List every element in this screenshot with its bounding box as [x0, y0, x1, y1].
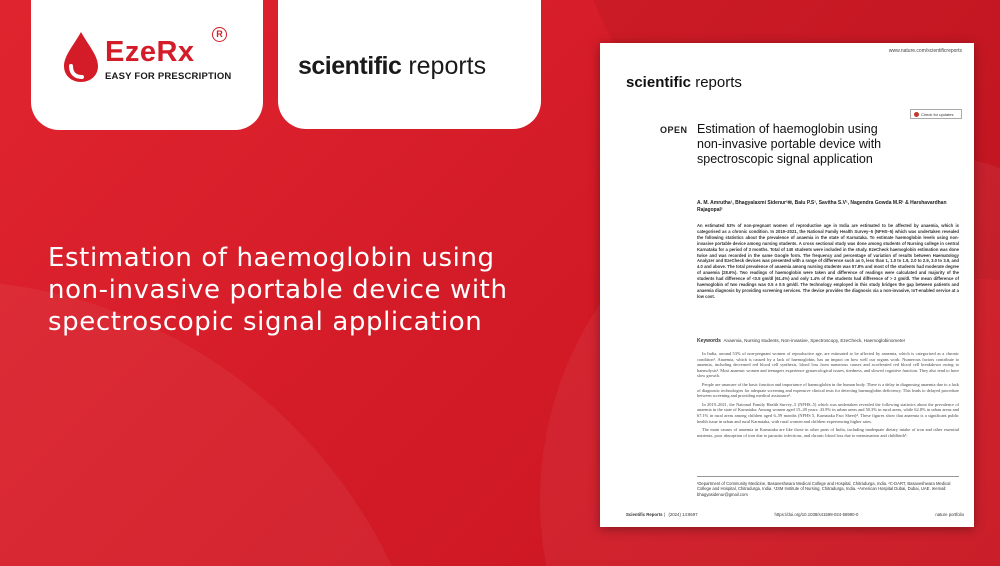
body-paragraph: The main causes of anaemia in Karnataka are like those in other parts of India, including inadequate dietary intake of iron and other essential nutrients, poor absorption of iron due to parasitic infections, and chronic blood loss due to menstruation and childbirth⁵. — [697, 427, 959, 438]
footnote-divider — [697, 476, 959, 477]
paper-abstract: An estimated 53% of non-pregnant women of reproductive age in India are estimated to be affected by anaemia, which is categorised as a chronic condition. In 2019–2021, the National Family Health Survey–5 (NFHS–5) which was undertaken revealed the following statistics about the prevalence of anaemia in the state of Karnataka. To estimate haemoglobin levels using non-invasive portable device among nursing students. A cross sectional study was done among students of Nursing college in central Karnataka for a period of 3 months. Total of 140 students were included in the study. EzeCheck haemoglobin estimation was done twice and was recorded in the same Google form. The frequency and percentage of variation of results between Haematology Analyzer and EzeCheck devices was presented with a range of difference such as 0, less than 1, 1.0 to 1.9, 2.0 to 2.9, 3.0 to 3.9, and 4.0 and above. The total prevalence of anaemia among nursing students was 57.8% and most of the students had moderate degree of anaemia (28.6%). Two readings of haemoglobin were taken and difference of readings were calculated and majority of the students had difference of <0.5 gm/dl (61.4%) and only 1.4% of the students had difference of > 2 gm/dl. The mean difference of haemoglobin of two readings was 0.5 ± 0.5 gm/dl. The technology employed in this study bridges the gap between patients and anaemia diagnosis by providing screening services. The device provides the diagnosis via a non-invasive, IoT-enabled service at a low cost. — [697, 223, 959, 299]
check-updates-label: Check for updates — [921, 111, 954, 117]
blood-drop-icon — [61, 30, 101, 84]
check-updates-badge — [910, 109, 962, 119]
paper-keywords — [697, 338, 959, 344]
paper-affiliations: ¹Department of Community Medicine, Basaveshwara Medical College and Hospital, Chitradurga, India. ²C-DART, Basaveshwara Medical College and Hospital, Chitradurga, India. ³JSM Institute of Nursing, Chitradurga, India. ⁴American Hospital Dubai, Dubai, UAE. ✉email: bhagyasidenur@gmail.com — [697, 481, 951, 497]
footer-volume: (2024) 14:8697 — [668, 512, 698, 517]
keywords-list: Anaemia, Nursing students, Non-invasive, Spectroscopy, EzeCheck, Haemoglobinometer — [723, 338, 906, 343]
footer-citation: Scientific Reports | (2024) 14:8697 — [626, 512, 698, 517]
journal-logo-regular: reports — [401, 52, 487, 80]
check-updates-icon — [914, 112, 919, 117]
footer-journal: Scientific Reports — [626, 512, 663, 517]
paper-journal-bold: scientific — [626, 74, 692, 91]
paper-url: www.nature.com/scientificreports — [888, 48, 962, 54]
body-paragraph: In 2019–2021, the National Family Health Survey–5 (NFHS–5) which was undertaken revealed the following statistics about the prevalence of anaemia in the state of Karnataka: Among women aged 15–49 years: 43.9% in urban areas and 50.3% in rural areas, while 62.8% in urban areas and 67.1% in rural areas among children aged 6–59 months (NFHS 5, Karnataka Fact Sheet)⁴. These figures show that anaemia is a significant public health issue in urban and rural Karnataka, with rural women and children experiencing higher rates. — [697, 401, 959, 424]
open-access-label: OPEN — [660, 125, 688, 135]
body-paragraph: People are unaware of the basic function and importance of haemoglobin in the human body. There is a delay in diagnosing anaemia due to a lack of diagnostic technologies for adequate screening and expensive clinical tests for detecting haemoglobin deficiency. This leads to delayed procedure between screening and providing medical assistance³. — [697, 381, 959, 399]
paper-journal-regular: reports — [691, 74, 742, 91]
paper-footer — [626, 512, 964, 517]
paper-body — [697, 351, 959, 441]
headline: Estimation of haemoglobin using non-invasive portable device with spectroscopic signal application — [48, 243, 508, 337]
ezerx-logo-card — [31, 0, 263, 130]
journal-logo — [298, 52, 486, 81]
keywords-label: Keywords — [697, 338, 721, 344]
paper-authors: A. M. Amrutha¹, Bhagyalaxmi Sidenur¹✉, Balu P.S¹, Savitha S.V¹, Nagendra Gowda M.R¹ & Harshavardhan Rajagopal² — [697, 200, 947, 213]
paper-journal-name — [626, 74, 742, 91]
scientific-reports-logo-card — [278, 0, 541, 129]
paper-thumbnail — [600, 43, 974, 527]
footer-brand: nature portfolio — [935, 512, 964, 517]
paper-title: Estimation of haemoglobin using non-invasive portable device with spectroscopic signal application — [697, 122, 882, 166]
footer-doi: https://doi.org/10.1038/s41598-024-58990-0 — [774, 512, 859, 517]
brand-tagline: EASY FOR PRESCRIPTION — [105, 71, 232, 82]
body-paragraph: In India, around 53% of non-pregnant women of reproductive age, are estimated to be affected by anaemia, which is categorised as a chronic condition¹. Anaemia, which is caused by a lack of haemoglobin, has an impact on how well our organs work. Numerous factors contribute to anaemia, including decreased red blood cell synthesis, blood loss from numerous causes and accelerated red blood cell breakdown owing to haemolysis². Most anaemic women and teenagers experience gynaecological issues, tiredness, and slowed cognitive function. They also tend to have slow growth. — [697, 351, 959, 379]
registered-mark: R — [212, 27, 227, 42]
brand-name: EzeRx — [105, 36, 195, 68]
journal-logo-bold: scientific — [298, 52, 402, 80]
